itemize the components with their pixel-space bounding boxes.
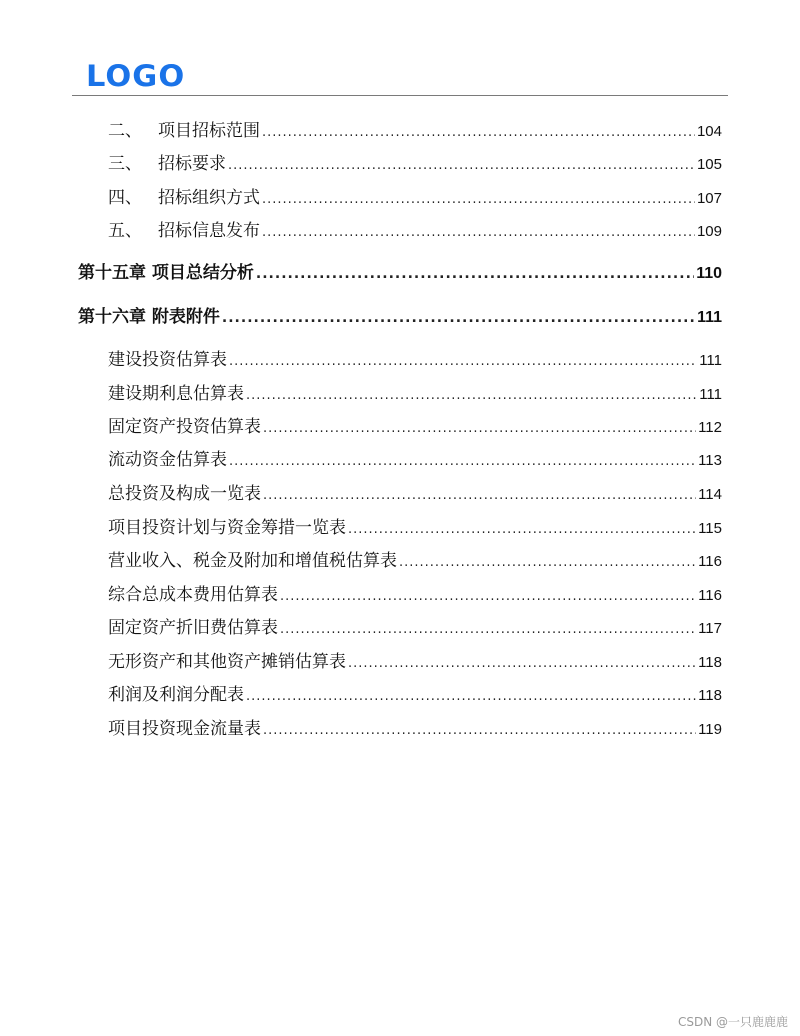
toc-entry-page: 115 (698, 520, 722, 537)
toc-entry-page: 107 (696, 190, 722, 207)
toc-entry-page: 116 (698, 553, 722, 570)
toc-entry-title: 固定资产折旧费估算表 (108, 618, 278, 638)
toc-entry-number: 二、 (108, 121, 142, 141)
watermark: CSDN @一只鹿鹿鹿 (677, 1015, 788, 1029)
toc-entry-title: 无形资产和其他资产摊销估算表 (108, 652, 346, 672)
toc-entry-page: 111 (699, 386, 722, 403)
toc-entry[interactable] (108, 345, 722, 369)
toc-entry[interactable] (108, 183, 722, 207)
toc-entry[interactable] (108, 445, 722, 469)
toc-entry[interactable] (108, 513, 722, 537)
toc-entry-title: 总投资及构成一览表 (108, 484, 261, 504)
toc-entry[interactable] (108, 546, 722, 570)
toc-entry-title: 综合总成本费用估算表 (108, 585, 278, 605)
toc-entry[interactable] (108, 479, 722, 503)
toc-leader-dots (263, 421, 696, 436)
logo: LOGO (86, 59, 186, 93)
toc-entry-page: 119 (698, 721, 722, 738)
header-divider (72, 95, 728, 96)
toc-entry[interactable] (108, 379, 722, 403)
toc-entry-page: 111 (699, 352, 722, 369)
toc-leader-dots (229, 354, 697, 369)
toc-entry-page: 109 (696, 223, 722, 240)
toc-entry-title: 建设投资估算表 (108, 350, 227, 370)
toc-leader-dots (262, 225, 695, 240)
toc-entry[interactable] (108, 647, 722, 671)
toc-chapter-title: 第十六章 附表附件 (78, 307, 220, 327)
toc-entry-page: 104 (696, 123, 722, 140)
toc-leader-dots (228, 158, 695, 173)
toc-leader-dots (222, 310, 695, 326)
toc-chapter-page: 111 (697, 309, 722, 326)
toc-entry[interactable] (108, 412, 722, 436)
toc-entry-title: 招标信息发布 (158, 221, 260, 241)
toc-chapter-title: 第十五章 项目总结分析 (78, 263, 254, 283)
toc-entry-title: 招标要求 (158, 154, 226, 174)
toc-entry-title: 固定资产投资估算表 (108, 417, 261, 437)
toc-entry-page: 116 (698, 587, 722, 604)
toc-entry-title: 利润及利润分配表 (108, 685, 244, 705)
toc-entry-number: 五、 (108, 221, 142, 241)
toc-entry[interactable] (108, 116, 722, 140)
toc-entry[interactable] (108, 149, 722, 173)
toc-entry[interactable] (108, 613, 722, 637)
toc-entry-page: 113 (698, 452, 722, 469)
toc-entry-title: 项目招标范围 (158, 121, 260, 141)
toc-leader-dots (229, 454, 696, 469)
toc-entry[interactable] (108, 680, 722, 704)
toc-leader-dots (280, 622, 696, 637)
toc-entry[interactable] (108, 216, 722, 240)
toc-entry-page: 112 (698, 419, 722, 436)
toc-leader-dots (262, 192, 695, 207)
toc-leader-dots (246, 388, 697, 403)
toc-chapter-page: 110 (696, 265, 722, 282)
toc-entry-title: 招标组织方式 (158, 188, 260, 208)
toc-entry-page: 114 (698, 486, 722, 503)
toc-entry-number: 三、 (108, 154, 142, 174)
toc-leader-dots (262, 125, 695, 140)
toc-entry-page: 105 (696, 156, 722, 173)
toc-leader-dots (246, 689, 696, 704)
toc-entry-title: 流动资金估算表 (108, 450, 227, 470)
toc-entry-title: 项目投资现金流量表 (108, 719, 261, 739)
toc-leader-dots (399, 555, 696, 570)
toc-entry[interactable] (108, 714, 722, 738)
toc-entry-page: 117 (698, 620, 722, 637)
toc-entry-page: 118 (698, 687, 722, 704)
toc-chapter[interactable] (78, 258, 722, 282)
toc-entry[interactable] (108, 580, 722, 604)
toc-leader-dots (280, 589, 696, 604)
toc-leader-dots (256, 266, 694, 282)
toc-entry-number: 四、 (108, 188, 142, 208)
toc-leader-dots (348, 656, 696, 671)
toc-leader-dots (263, 488, 696, 503)
toc-entry-title: 项目投资计划与资金筹措一览表 (108, 518, 346, 538)
toc-leader-dots (348, 522, 696, 537)
toc-entry-page: 118 (698, 654, 722, 671)
toc-entry-title: 营业收入、税金及附加和增值税估算表 (108, 551, 397, 571)
toc-leader-dots (263, 723, 696, 738)
toc-entry-title: 建设期利息估算表 (108, 384, 244, 404)
toc-chapter[interactable] (78, 302, 722, 326)
